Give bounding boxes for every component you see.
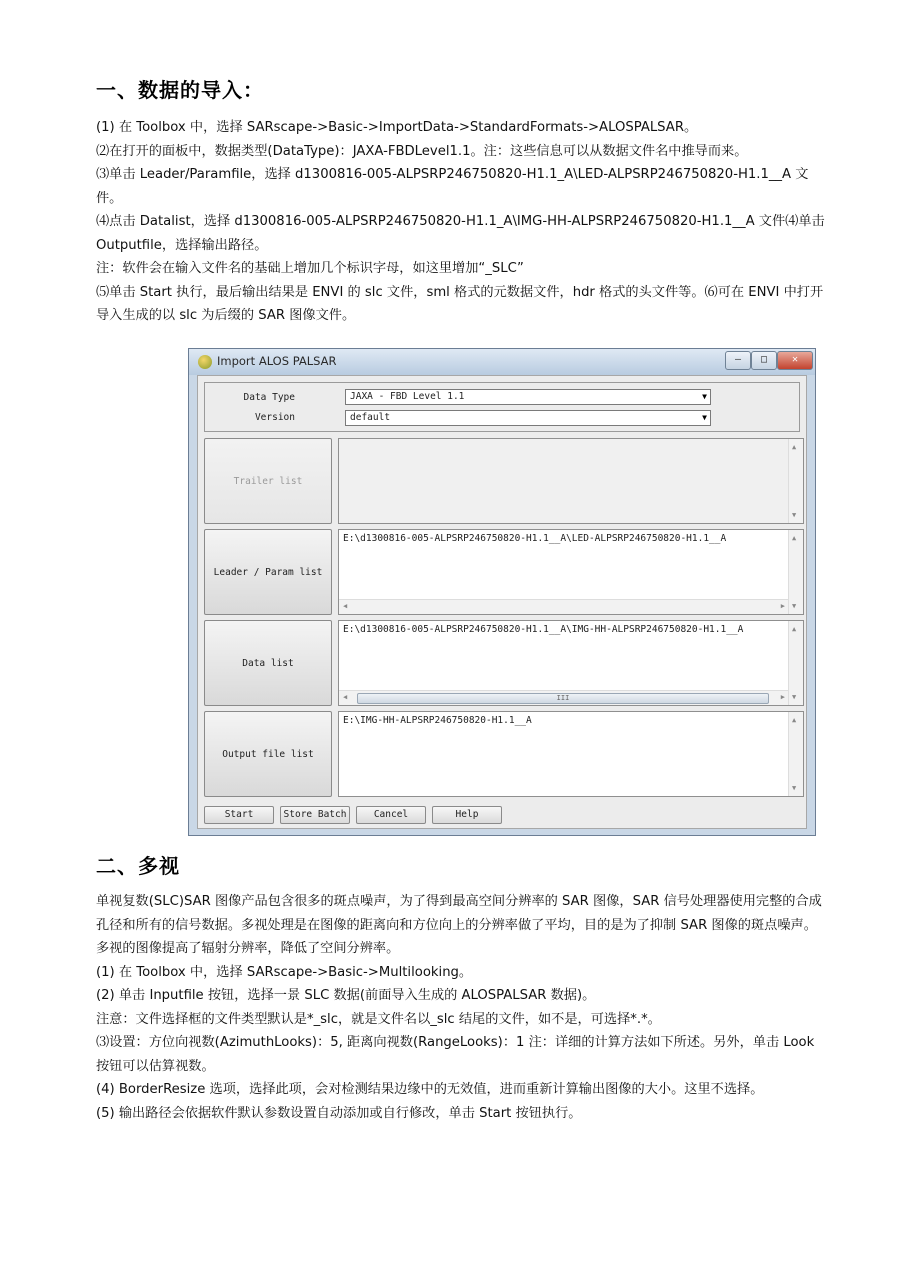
paragraph: ⑸单击 Start 执行，最后输出结果是 ENVI 的 slc 文件，sml 格式的元数据文件，hdr 格式的头文件等。⑹可在 ENVI 中打开导入生成的以 slc 为后缀的 SAR 图像文件。: [96, 284, 824, 323]
horizontal-scrollbar[interactable]: [339, 599, 803, 614]
paragraph: ⑶单击 Leader/Paramfile，选择 d1300816-005-ALPSRP246750820-H1.1_A\LED-ALPSRP246750820-H1.1__A 文件。: [96, 167, 809, 206]
dialog-body: [197, 375, 807, 829]
minimize-button[interactable]: —: [725, 351, 751, 370]
vertical-scrollbar[interactable]: [788, 712, 803, 796]
list-item[interactable]: E:\IMG-HH-ALPSRP246750820-H1.1__A: [343, 715, 532, 726]
leader-param-list-button[interactable]: Leader / Param list: [204, 529, 332, 615]
data-list-button[interactable]: Data list: [204, 620, 332, 706]
scroll-down-icon: ▼: [792, 511, 797, 519]
trailer-list-button[interactable]: Trailer list: [204, 438, 332, 524]
data-type-label: Data Type: [243, 392, 295, 403]
output-file-list-button[interactable]: Output file list: [204, 711, 332, 797]
scroll-down-icon: ▼: [792, 693, 797, 701]
paragraph: 单视复数(SLC)SAR 图像产品包含很多的斑点噪声，为了得到最高空间分辨率的 SAR 图像，SAR 信号处理器使用完整的合成孔径和所有的信号数据。多视处理是在图像的距离向和方位向上的分辨率做了平均，目的是为了抑制 SAR 图像的斑点噪声。多视的图像提高了辐射分辨率，降低了空间分辨率。: [96, 894, 822, 956]
title-bar: [189, 349, 815, 375]
list-item[interactable]: E:\d1300816-005-ALPSRP246750820-H1.1__A\LED-ALPSRP246750820-H1.1__A: [343, 533, 727, 544]
scroll-right-icon: ▶: [780, 693, 785, 701]
leader-param-list-box[interactable]: [338, 529, 804, 615]
scroll-up-icon: ▲: [792, 443, 797, 451]
data-type-select[interactable]: [345, 389, 711, 405]
paragraph: ⑶设置：方位向视数(AzimuthLooks)：5, 距离向视数(RangeLooks)：1 注：详细的计算方法如下所述。另外，单击 Look 按钮可以估算视数。: [96, 1035, 815, 1074]
section-heading-import: 一、数据的导入：: [96, 78, 264, 102]
chevron-down-icon: ▼: [702, 392, 707, 401]
import-alos-palsar-window: [188, 348, 816, 836]
window-title: Import ALOS PALSAR: [217, 354, 337, 368]
maximize-button[interactable]: □: [751, 351, 777, 370]
help-button[interactable]: Help: [432, 806, 502, 824]
paragraph: (4) BorderResize 选项，选择此项，会对检测结果边缘中的无效值，进而重新计算输出图像的大小。这里不选择。: [96, 1082, 764, 1097]
scroll-up-icon: ▲: [792, 716, 797, 724]
paragraph: (1) 在 Toolbox 中，选择 SARscape->Basic->ImportData->StandardFormats->ALOSPALSAR。: [96, 120, 698, 135]
paragraph: ⑷点击 Datalist，选择 d1300816-005-ALPSRP246750820-H1.1_A\IMG-HH-ALPSRP246750820-H1.1__A 文件⑷单击 Outputfile，选择输出路径。: [96, 214, 825, 253]
version-select[interactable]: [345, 410, 711, 426]
scroll-thumb[interactable]: III: [357, 693, 769, 704]
trailer-list-box[interactable]: [338, 438, 804, 524]
paragraph: (5) 输出路径会依据软件默认参数设置自动添加或自行修改，单击 Start 按钮执行。: [96, 1105, 582, 1121]
section-multilook-body: [96, 890, 826, 1125]
cancel-button[interactable]: Cancel: [356, 806, 426, 824]
section-heading-multilook: 二、多视: [96, 854, 180, 878]
paragraph: ⑵在打开的面板中，数据类型(DataType)：JAXA-FBDLevel1.1。注：这些信息可以从数据文件名中推导而来。: [96, 143, 748, 159]
paragraph: 注：软件会在输入文件名的基础上增加几个标识字母，如这里增加“_SLC”: [96, 261, 524, 276]
format-group: [204, 382, 800, 432]
vertical-scrollbar[interactable]: [788, 530, 803, 614]
close-button[interactable]: ✕: [777, 351, 813, 370]
scroll-up-icon: ▲: [792, 534, 797, 542]
paragraph: (2) 单击 Inputfile 按钮，选择一景 SLC 数据(前面导入生成的 ALOSPALSAR 数据)。: [96, 988, 596, 1003]
chevron-down-icon: ▼: [702, 413, 707, 422]
horizontal-scrollbar[interactable]: [339, 690, 803, 705]
scroll-right-icon: ▶: [780, 602, 785, 610]
scroll-left-icon: ◀: [343, 693, 348, 701]
list-item[interactable]: E:\d1300816-005-ALPSRP246750820-H1.1__A\IMG-HH-ALPSRP246750820-H1.1__A: [343, 624, 744, 635]
paragraph: 注意：文件选择框的文件类型默认是*_slc，就是文件名以_slc 结尾的文件，如不是，可选择*.*。: [96, 1011, 661, 1027]
start-button[interactable]: Start: [204, 806, 274, 824]
store-batch-button[interactable]: Store Batch: [280, 806, 350, 824]
scroll-down-icon: ▼: [792, 602, 797, 610]
section-import-body: [96, 116, 826, 328]
data-type-value: JAXA - FBD Level 1.1: [350, 391, 465, 402]
output-file-list-box[interactable]: [338, 711, 804, 797]
scroll-left-icon: ◀: [343, 602, 348, 610]
version-label: Version: [254, 412, 295, 423]
vertical-scrollbar[interactable]: [788, 439, 803, 523]
scroll-up-icon: ▲: [792, 625, 797, 633]
paragraph: (1) 在 Toolbox 中，选择 SARscape->Basic->Multilooking。: [96, 964, 473, 980]
vertical-scrollbar[interactable]: [788, 621, 803, 705]
scroll-down-icon: ▼: [792, 784, 797, 792]
version-value: default: [350, 412, 391, 423]
app-icon: [198, 355, 212, 369]
data-list-box[interactable]: [338, 620, 804, 706]
